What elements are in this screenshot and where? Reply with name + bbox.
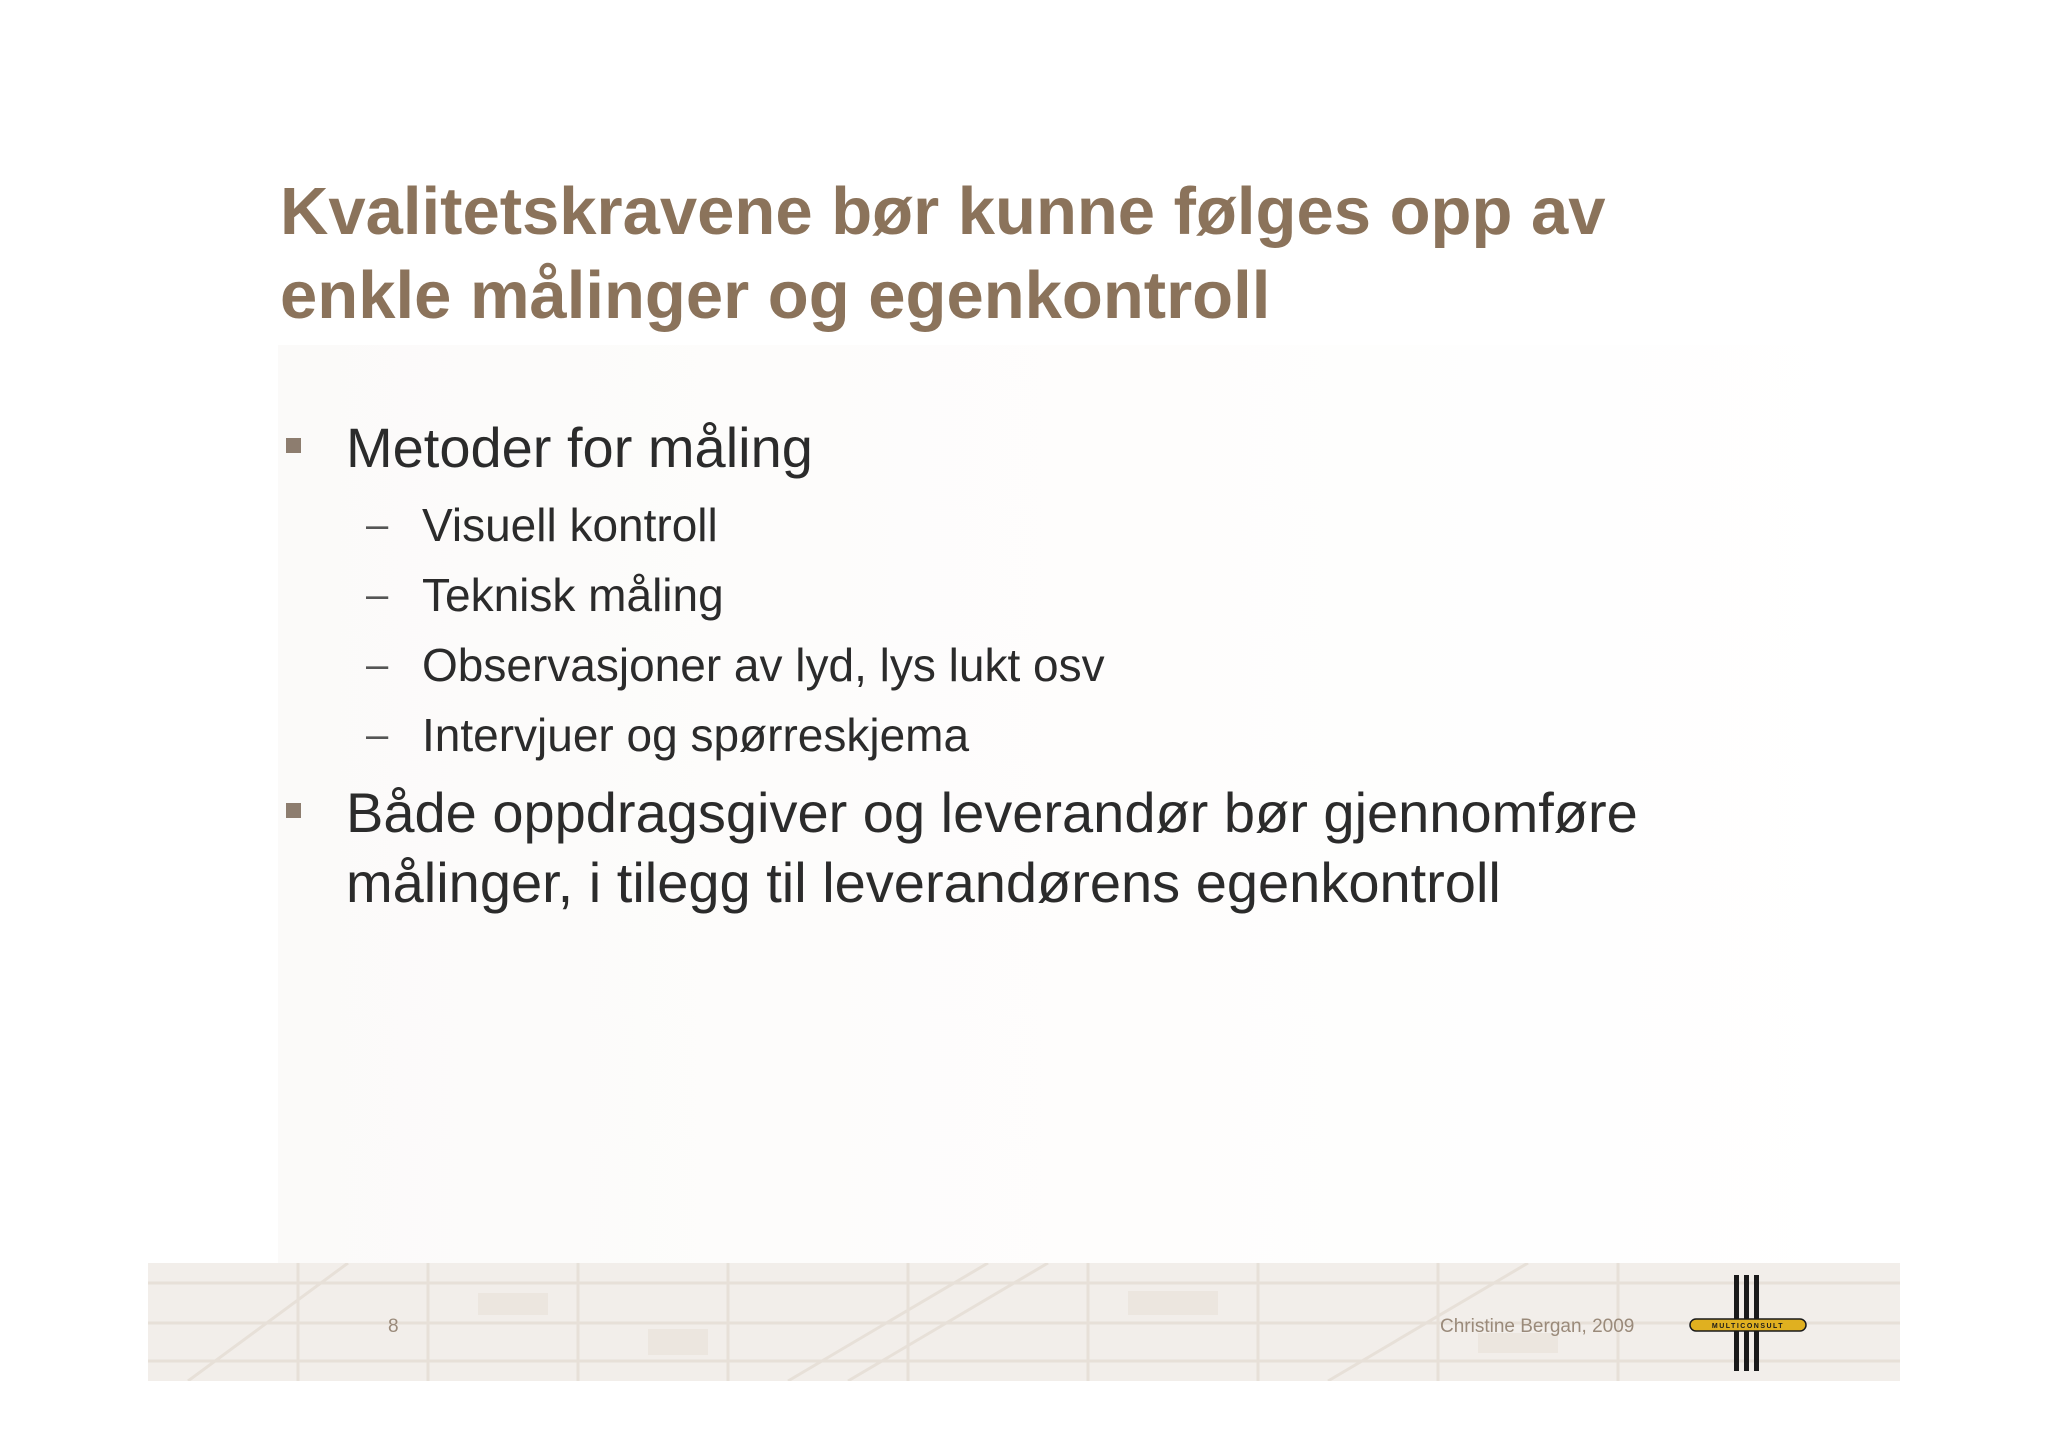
bullet-both-parties-line-1: Både oppdragsgiver og leverandør bør gjennomføre <box>346 781 1638 844</box>
subitem-interviews: Intervjuer og spørreskjema <box>422 709 970 761</box>
slide-title-line-1: Kvalitetskravene bør kunne følges opp av <box>280 174 1606 249</box>
bullet-both-parties-line-2: målinger, i tilegg til leverandørens egenkontroll <box>346 851 1501 914</box>
subitem-visual-control: Visuell kontroll <box>422 499 718 551</box>
slide-title-line-2: enkle målinger og egenkontroll <box>280 258 1271 333</box>
author-credit: Christine Bergan, 2009 <box>1440 1316 1635 1337</box>
dash-icon: – <box>366 643 389 687</box>
bullet-methods: Metoder for måling <box>346 416 813 479</box>
subitem-technical-measurement: Teknisk måling <box>422 569 724 621</box>
subitem-observations: Observasjoner av lyd, lys lukt osv <box>422 639 1105 691</box>
slide-footer <box>148 1263 1900 1381</box>
dash-icon: – <box>366 503 389 547</box>
dash-icon: – <box>366 573 389 617</box>
bullet-square-icon <box>286 803 301 818</box>
footer-pattern-decoration <box>148 1263 1900 1381</box>
page-number: 8 <box>388 1316 399 1337</box>
bullet-square-icon <box>286 438 301 453</box>
slide-title <box>280 170 1840 338</box>
multiconsult-logo-icon <box>1688 1275 1808 1371</box>
dash-icon: – <box>366 713 389 757</box>
svg-text:MULTICONSULT: MULTICONSULT <box>1711 1323 1785 1330</box>
